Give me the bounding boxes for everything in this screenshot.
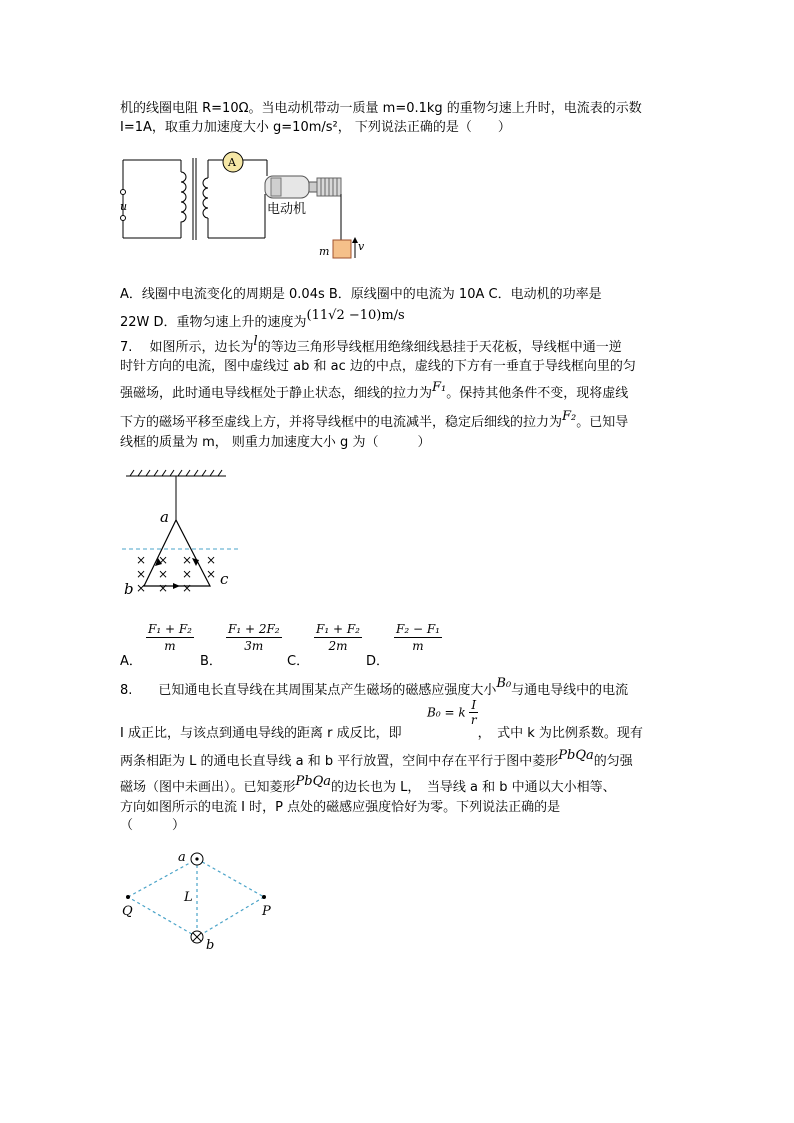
q8-line-1-a: 8. 已知通电长直导线在其周围某点产生磁场的磁感应强度大小	[120, 683, 497, 698]
distance-l-label: L	[184, 890, 193, 905]
q7-line-1-a: 7. 如图所示，边长为	[120, 340, 254, 355]
q7-option-a-den: m	[164, 639, 176, 653]
q8-var-rhombus-1: PbQa	[558, 748, 594, 763]
q8-var-rhombus-2: PbQa	[295, 774, 331, 789]
q7-line-4	[120, 411, 628, 430]
q7-option-d-den: m	[412, 639, 424, 653]
current-arrow-ca	[192, 558, 199, 566]
wire-b-label: b	[206, 938, 215, 953]
current-arrow-bc	[173, 583, 180, 589]
q8-line-4-a: 磁场（图中未画出）。已知菱形	[120, 780, 296, 795]
svg-text:×: ×	[136, 581, 147, 595]
svg-text:×: ×	[182, 567, 193, 581]
q7-option-c-fraction	[314, 622, 362, 653]
q7-line-5: 线框的质量为 m， 则重力加速度大小 g 为（ ）	[120, 435, 431, 450]
q7-option-c-num: F₁ + F₂	[316, 622, 360, 636]
q7-option-c-den: 2m	[328, 639, 348, 653]
mass-label: m	[319, 245, 330, 258]
q8-line-5: 方向如图所示的电流 I 时，P 点处的磁感应强度恰好为零。下列说法正确的是	[120, 800, 561, 815]
secondary-coil	[203, 178, 208, 218]
wire-a-label: a	[178, 850, 186, 865]
q7-option-b-num: F₁ + 2F₂	[228, 622, 280, 636]
q7-line-3-b: 。保持其他条件不变，现将虚线	[446, 386, 629, 401]
q6-circuit-figure	[115, 148, 365, 266]
q7-triangle-figure	[118, 462, 248, 602]
vertex-c-label: c	[220, 570, 229, 588]
motor-winding	[317, 178, 341, 196]
q8-line-6: （ ）	[120, 818, 186, 833]
q8-formula-lhs: B₀ = k	[427, 705, 466, 720]
q8-formula-den: r	[470, 713, 477, 727]
q7-line-1	[120, 336, 622, 355]
svg-text:×: ×	[158, 581, 169, 595]
q6-option-d-formula: (11√2 −10)m/s	[306, 308, 405, 323]
q8-line-3-a: 两条相距为 L 的通电长直导线 a 和 b 平行放置，空间中存在平行于图中菱形	[120, 754, 559, 769]
q7-option-d-letter: D．	[366, 654, 390, 669]
vertex-b-label: b	[124, 580, 134, 598]
point-p-label: P	[262, 904, 271, 919]
q8-line-2-b: ， 式中 k 为比例系数。现有	[477, 726, 643, 741]
triangle-frame	[144, 520, 210, 586]
point-q-label: Q	[122, 904, 133, 919]
svg-text:×: ×	[136, 567, 147, 581]
motor-label: 电动机	[267, 202, 307, 217]
q7-option-d-fraction	[394, 622, 442, 653]
svg-text:×: ×	[182, 553, 193, 567]
q7-option-a-num: F₁ + F₂	[148, 622, 192, 636]
q8-line-2	[120, 722, 643, 741]
primary-coil	[181, 172, 186, 226]
q7-option-b-letter: B．	[200, 654, 222, 669]
svg-text:×: ×	[136, 553, 147, 567]
q7-var-f1: F₁	[432, 380, 447, 395]
q8-line-4	[120, 776, 616, 795]
q7-var-l: l	[253, 334, 258, 349]
q8-line-2-a: I 成正比，与该点到通电导线的距离 r 成反比，即	[120, 726, 402, 741]
q7-line-4-b: 。已知导	[576, 415, 629, 430]
input-terminal-top	[121, 190, 126, 195]
q8-line-1-b: 与通电导线中的电流	[511, 683, 629, 698]
q7-option-c-letter: C．	[287, 654, 310, 669]
q7-option-b-fraction	[226, 622, 282, 653]
q7-option-b-den: 3m	[244, 639, 264, 653]
ammeter-label: A	[228, 156, 236, 169]
q7-line-2: 时针方向的电流，图中虚线过 ab 和 ac 边的中点，虚线的下方有一垂直于导线框向里的匀	[120, 359, 636, 374]
q6-line-1: 机的线圈电阻 R=10Ω。当电动机带动一质量 m=0.1kg 的重物匀速上升时，电流表的示数	[120, 101, 642, 116]
q7-option-d-num: F₂ − F₁	[396, 622, 440, 636]
source-label: u	[120, 200, 128, 213]
point-p	[262, 895, 266, 899]
input-terminal-bottom	[121, 216, 126, 221]
q7-line-1-b: 的等边三角形导线框用绝缘细线悬挂于天花板，导线框中通一逆	[257, 340, 622, 355]
svg-text:×: ×	[158, 567, 169, 581]
velocity-label: v	[358, 240, 365, 253]
q6-option-d-text: 22W D．重物匀速上升的速度为	[120, 315, 307, 330]
q8-line-1	[120, 676, 629, 698]
q8-line-3	[120, 750, 633, 769]
svg-text:×: ×	[158, 553, 169, 567]
q7-line-3	[120, 382, 628, 401]
svg-text:×: ×	[206, 553, 217, 567]
rhombus-edges	[128, 859, 264, 937]
q7-option-a-letter: A．	[120, 654, 142, 669]
q7-var-f2: F₂	[562, 409, 577, 424]
q7-option-a-fraction	[146, 622, 194, 653]
point-q	[126, 895, 130, 899]
q6-options-line-1: A．线圈中电流变化的周期是 0.04s B．原线圈中的电流为 10A C．电动机的功率是	[120, 287, 602, 302]
q6-options-line-2	[120, 308, 405, 330]
q7-line-3-a: 强磁场，此时通电导线框处于静止状态，细线的拉力为	[120, 386, 433, 401]
vertex-a-label: a	[160, 508, 169, 526]
q8-var-b0: B₀	[496, 676, 512, 691]
q8-line-3-b: 的匀强	[593, 754, 633, 769]
q8-rhombus-figure	[112, 845, 282, 955]
q8-formula-num: I	[471, 698, 477, 712]
q8-line-4-b: 的边长也为 L， 当导线 a 和 b 中通以大小相等、	[331, 780, 616, 795]
q7-line-4-a: 下方的磁场平移至虚线上方，并将导线框中的电流减半，稳定后细线的拉力为	[120, 415, 563, 430]
mass-block	[333, 240, 351, 258]
q6-line-2: I=1A，取重力加速度大小 g=10m/s²， 下列说法正确的是（ ）	[120, 120, 511, 135]
svg-text:×: ×	[182, 581, 193, 595]
svg-text:×: ×	[206, 567, 217, 581]
